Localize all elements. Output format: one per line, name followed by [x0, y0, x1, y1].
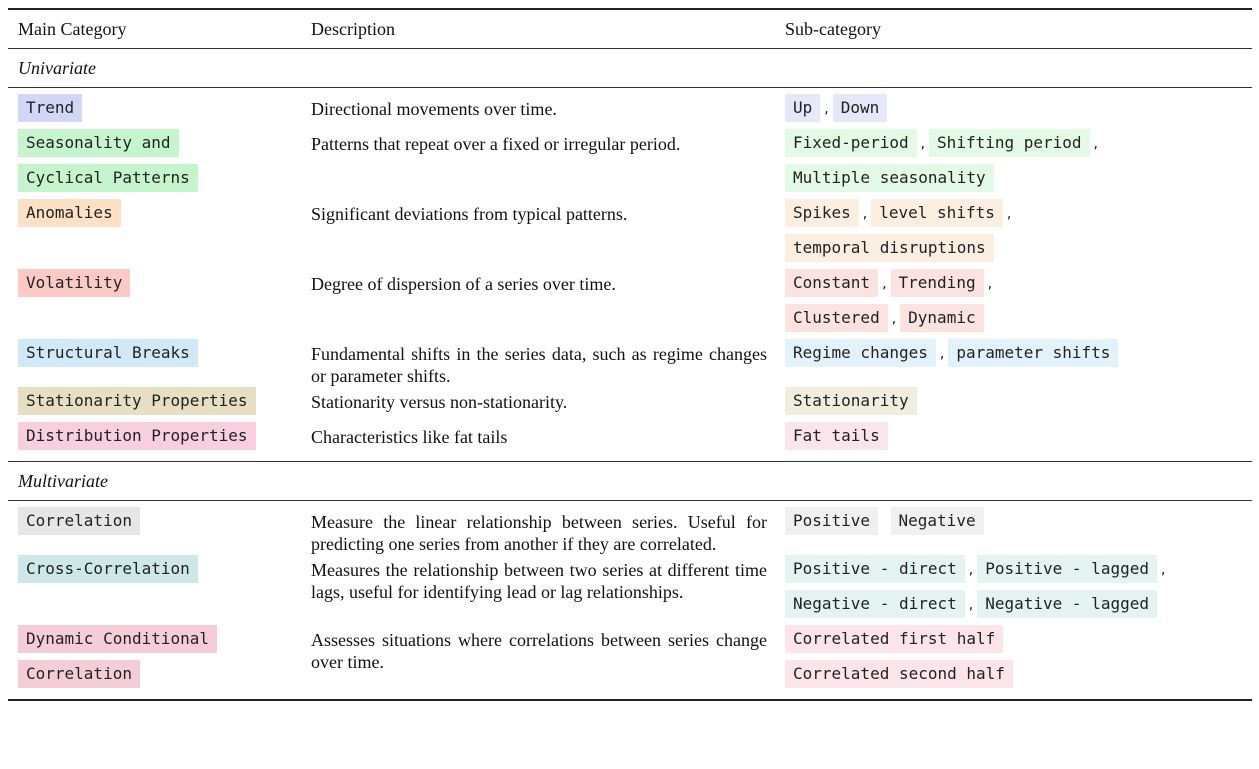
description-cell: Measure the linear relationship between series. Useful for predicting one series from another if they are correlated.: [311, 512, 767, 554]
separator: ,: [1093, 136, 1098, 152]
section-label: Univariate: [18, 57, 96, 78]
description-cell: Assesses situations where correlations between series change over time.: [311, 630, 767, 672]
sub-category-line: [785, 234, 1252, 269]
separator: ,: [939, 346, 945, 362]
separator: [878, 514, 890, 530]
sub-category-chip: Up: [785, 94, 820, 122]
header-main-category: Main Category: [18, 18, 127, 39]
separator: ,: [920, 136, 926, 152]
category-cell: [8, 625, 305, 695]
category-chip: Seasonality and: [18, 129, 179, 157]
sub-category-cell: [779, 555, 1252, 625]
category-cell: [8, 269, 305, 304]
section-rows: [8, 88, 1252, 461]
sub-category-chip: Regime changes: [785, 339, 936, 367]
sub-category-cell: [779, 625, 1252, 695]
sub-category-chip: Fat tails: [785, 422, 888, 450]
category-line: [18, 129, 305, 164]
section-rows: [8, 501, 1252, 699]
section-label: Multivariate: [18, 470, 108, 491]
separator: ,: [1006, 206, 1012, 222]
sub-category-line: [785, 660, 1252, 695]
sub-category-chip: Dynamic: [900, 304, 983, 332]
separator: ,: [968, 597, 974, 613]
category-chip: Trend: [18, 94, 82, 122]
table-body: [8, 49, 1252, 699]
sub-category-line: [785, 625, 1252, 660]
description-cell: Stationarity versus non-stationarity.: [311, 392, 568, 412]
separator: ,: [1160, 562, 1166, 578]
sub-category-chip: Trending: [891, 269, 984, 297]
category-cell: [8, 94, 305, 129]
table-row: [8, 625, 1252, 695]
sub-category-cell: [779, 199, 1252, 269]
separator: ,: [824, 101, 829, 117]
sub-category-line: [785, 269, 1252, 304]
sub-category-line: [785, 590, 1252, 625]
sub-category-chip: Constant: [785, 269, 878, 297]
category-chip: Cyclical Patterns: [18, 164, 198, 192]
table-row: [8, 422, 1252, 457]
separator: ,: [891, 311, 897, 327]
sub-category-cell: [779, 387, 1252, 422]
sub-category-chip: Negative - lagged: [977, 590, 1157, 618]
category-cell: [8, 555, 305, 590]
sub-category-chip: temporal disruptions: [785, 234, 994, 262]
sub-category-line: [785, 94, 1252, 129]
sub-category-chip: Fixed-period: [785, 129, 917, 157]
header-description: Description: [311, 18, 395, 39]
sub-category-line: [785, 507, 1252, 542]
sub-category-line: [785, 304, 1252, 339]
category-chip: Structural Breaks: [18, 339, 198, 367]
sub-category-chip: Clustered: [785, 304, 888, 332]
taxonomy-table: [8, 8, 1252, 701]
sub-category-line: [785, 339, 1252, 374]
category-chip: Correlation: [18, 660, 140, 688]
sub-category-chip: parameter shifts: [948, 339, 1118, 367]
table-row: [8, 339, 1252, 387]
sub-category-cell: [779, 507, 1252, 542]
category-line: [18, 387, 305, 422]
sub-category-line: [785, 199, 1252, 234]
category-line: [18, 422, 305, 457]
category-cell: [8, 507, 305, 542]
sub-category-cell: [779, 269, 1252, 339]
table-row: [8, 507, 1252, 555]
sub-category-line: [785, 555, 1252, 590]
category-chip: Stationarity Properties: [18, 387, 256, 415]
sub-category-cell: [779, 94, 1252, 129]
sub-category-chip: Shifting period: [929, 129, 1090, 157]
category-chip: Correlation: [18, 507, 140, 535]
header-row: [8, 10, 1252, 48]
sub-category-chip: Positive: [785, 507, 878, 535]
sub-category-line: [785, 387, 1252, 422]
category-cell: [8, 129, 305, 199]
description-cell: Patterns that repeat over a fixed or irregular period.: [311, 134, 681, 154]
category-line: [18, 199, 305, 234]
category-cell: [8, 339, 305, 374]
sub-category-chip: Spikes: [785, 199, 859, 227]
sub-category-cell: [779, 339, 1252, 374]
bottom-rule: [8, 699, 1252, 701]
category-chip: Cross-Correlation: [18, 555, 198, 583]
table-row: [8, 94, 1252, 129]
sub-category-chip: Positive - lagged: [977, 555, 1157, 583]
category-line: [18, 269, 305, 304]
sub-category-chip: Correlated second half: [785, 660, 1013, 688]
description-cell: Characteristics like fat tails: [311, 427, 508, 447]
sub-category-chip: Correlated first half: [785, 625, 1003, 653]
separator: ,: [968, 562, 974, 578]
category-chip: Dynamic Conditional: [18, 625, 217, 653]
category-cell: [8, 199, 305, 234]
description-cell: Fundamental shifts in the series data, such as regime changes or parameter shifts.: [311, 344, 767, 386]
sub-category-line: [785, 129, 1252, 164]
category-cell: [8, 422, 305, 457]
table-row: [8, 387, 1252, 422]
sub-category-chip: Positive - direct: [785, 555, 965, 583]
header-sub-category: Sub-category: [785, 18, 881, 39]
table-row: [8, 555, 1252, 625]
sub-category-chip: Negative - direct: [785, 590, 965, 618]
sub-category-line: [785, 164, 1252, 199]
category-line: [18, 555, 305, 590]
category-line: [18, 339, 305, 374]
separator: ,: [987, 276, 993, 292]
description-cell: Measures the relationship between two series at different time lags, useful for identifying lead or lag relationships.: [311, 560, 767, 602]
sub-category-chip: Down: [833, 94, 888, 122]
category-chip: Anomalies: [18, 199, 121, 227]
description-cell: Directional movements over time.: [311, 99, 557, 119]
category-cell: [8, 387, 305, 422]
category-chip: Distribution Properties: [18, 422, 256, 450]
sub-category-line: [785, 422, 1252, 457]
table-row: [8, 129, 1252, 199]
sub-category-chip: level shifts: [871, 199, 1003, 227]
sub-category-cell: [779, 422, 1252, 457]
category-line: [18, 507, 305, 542]
sub-category-chip: Multiple seasonality: [785, 164, 994, 192]
category-line: [18, 164, 305, 199]
category-line: [18, 94, 305, 129]
sub-category-chip: Stationarity: [785, 387, 917, 415]
category-chip: Volatility: [18, 269, 130, 297]
description-cell: Significant deviations from typical patterns.: [311, 204, 628, 224]
separator: ,: [882, 276, 887, 292]
category-line: [18, 660, 305, 695]
table-row: [8, 269, 1252, 339]
sub-category-chip: Negative: [891, 507, 984, 535]
sub-category-cell: [779, 129, 1252, 199]
separator: ,: [862, 206, 868, 222]
table-row: [8, 199, 1252, 269]
category-line: [18, 625, 305, 660]
description-cell: Degree of dispersion of a series over time.: [311, 274, 616, 294]
